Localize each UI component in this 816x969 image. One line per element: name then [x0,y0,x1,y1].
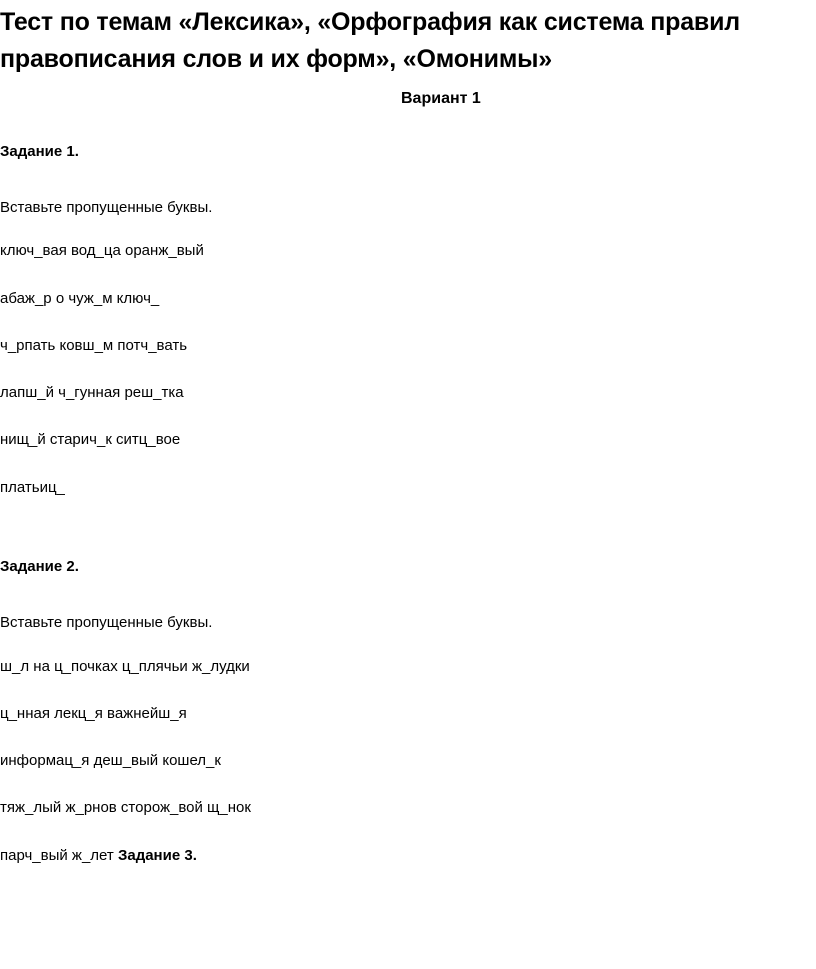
task-2-line-5 [0,846,197,866]
task-1-heading: Задание 1. [0,143,79,160]
task-1-line-5: нищ_й старич_к ситц_вое [0,431,181,448]
task-1-line-4: лапш_й ч_гунная реш_тка [0,384,184,401]
task-2-line-1: ш_л на ц_почках ц_плячьи ж_лудки [0,658,250,675]
task-3-heading: Задание 3. [117,847,197,864]
task-2-line-3: информац_я деш_вый кошел_к [0,752,221,769]
task-1-line-1: ключ_вая вод_ца оранж_вый [0,242,204,259]
task-1-line-2: абаж_р о чуж_м ключ_ [0,290,160,307]
task-2-instruction: Вставьте пропущенные буквы. [0,614,213,631]
task-2-line-5-text: парч_вый ж_лет [0,847,114,864]
task-2-heading: Задание 2. [0,558,79,575]
task-1-instruction: Вставьте пропущенные буквы. [0,199,213,216]
variant-label: Вариант 1 [401,90,481,107]
task-2-line-2: ц_нная лекц_я важнейш_я [0,705,187,722]
document-title: Тест по темам «Лексика», «Орфография как система правил правописания слов и их форм», «Омонимы» [0,8,740,73]
task-1-line-3: ч_рпать ковш_м потч_вать [0,337,188,354]
task-1-line-6: платьиц_ [0,479,65,496]
task-2-line-4: тяж_лый ж_рнов сторож_вой щ_нок [0,799,251,816]
